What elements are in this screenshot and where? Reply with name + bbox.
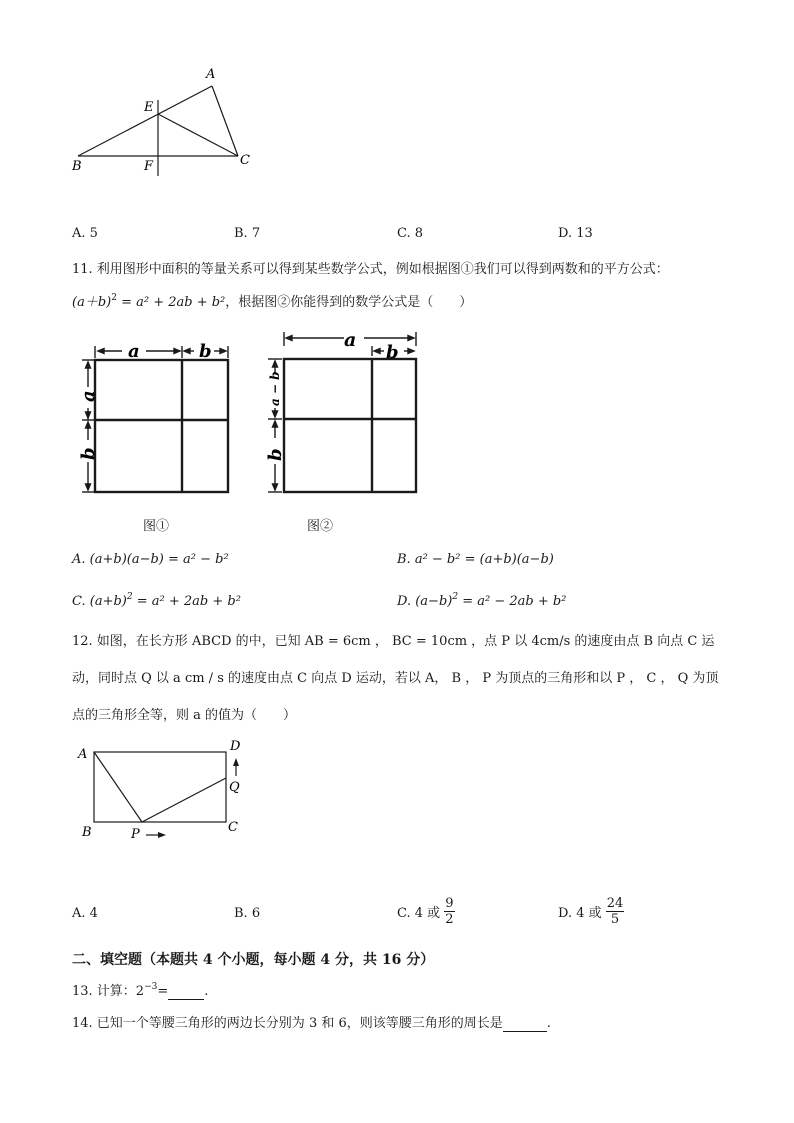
q13-equals: =: [157, 984, 169, 999]
q13-period: .: [204, 984, 209, 999]
q12-stem-line3: 点的三角形全等，则 a 的值为（ ）: [72, 708, 297, 723]
q11-option-c-base: C. (a+b): [72, 594, 127, 609]
q12-option-c-denominator: 2: [445, 912, 454, 927]
q11-option-d[interactable]: [397, 594, 566, 609]
segment-ba: [78, 86, 212, 156]
q12-option-d-fraction: [606, 896, 625, 927]
q11-stem-line1: 11. 利用图形中面积的等量关系可以得到某些数学公式，例如根据图①我们可以得到两数和的平方公式：: [72, 262, 669, 277]
segment-pq: [142, 778, 226, 822]
triangle-figure-q10: [60, 60, 280, 185]
section-2-title: 二、填空题（本题共 4 个小题，每小题 4 分，共 16 分）: [72, 952, 435, 968]
square-figure-2: [262, 324, 432, 500]
q12-option-c-fraction: [444, 896, 454, 927]
label-b: B: [72, 159, 82, 174]
q14-text: 14. 已知一个等腰三角形的两边长分别为 3 和 6，则该等腰三角形的周长是: [72, 1016, 503, 1031]
q12-option-c[interactable]: [397, 896, 455, 927]
q12-stem-line2: 动，同时点 Q 以 a cm / s 的速度由点 C 向点 D 运动，若以 A， B ， P 为顶点的三角形和以 P ， C ， Q 为顶: [72, 671, 719, 686]
segment-ac: [212, 86, 238, 156]
q11-option-a[interactable]: A. (a+b)(a−b) = a² − b²: [72, 552, 229, 567]
fig2-caption: 图②: [307, 519, 334, 534]
fig2-label-b-top: b: [386, 342, 399, 363]
q10-option-c[interactable]: C. 8: [397, 226, 424, 241]
q12-stem-line1: 12. 如图，在长方形 ABCD 的中，已知 AB = 6cm ， BC = 10cm ，点 P 以 4cm/s 的速度由点 B 向点 C 运: [72, 634, 715, 649]
q11-formula-base: (a＋b): [72, 295, 112, 310]
q11-stem-tail: ，根据图②你能得到的数学公式是（ ）: [225, 295, 473, 310]
q14-answer-blank[interactable]: [503, 1016, 547, 1032]
q10-option-b[interactable]: B. 7: [234, 226, 261, 241]
q11-option-d-exp: 2: [452, 592, 459, 602]
segment-ec: [158, 114, 238, 156]
fig1-caption: 图①: [143, 519, 170, 534]
q12-option-d-prefix: D. 4 或: [558, 906, 602, 921]
q12-option-a[interactable]: A. 4: [72, 906, 98, 921]
fig1-label-a-top: a: [128, 341, 140, 362]
q11-stem-line2: [72, 291, 472, 310]
segment-ap: [94, 752, 142, 822]
q12-option-b[interactable]: B. 6: [234, 906, 261, 921]
rectangle-abcd: [94, 752, 226, 822]
q11-option-d-rhs: = a² − 2ab + b²: [458, 594, 567, 609]
outer-square: [284, 359, 416, 492]
label-c: C: [228, 820, 238, 835]
label-a: A: [206, 67, 216, 82]
q13: [72, 980, 208, 1000]
label-f: F: [144, 159, 154, 174]
square-figure-1: [72, 332, 242, 500]
q12-option-d[interactable]: [558, 896, 624, 927]
q12-option-d-denominator: 5: [610, 912, 620, 927]
label-q: Q: [229, 780, 240, 795]
q13-prefix: 13. 计算：2: [72, 984, 145, 999]
fig2-label-b-left: b: [265, 448, 286, 461]
label-c: C: [240, 153, 250, 168]
label-e: E: [144, 100, 154, 115]
label-d: D: [230, 739, 241, 754]
label-b: B: [82, 825, 92, 840]
rectangle-figure-q12: [72, 736, 262, 846]
q12-option-c-prefix: C. 4 或: [397, 906, 441, 921]
fig1-label-b-left: b: [78, 447, 99, 460]
q13-answer-blank[interactable]: [168, 984, 204, 1000]
q11-formula-exp: 2: [111, 293, 117, 303]
label-a: A: [78, 747, 88, 762]
q11-formula-rhs: = a² + 2ab + b²: [116, 295, 226, 310]
fig1-label-b-top: b: [199, 341, 212, 362]
fig1-label-a-left: a: [78, 390, 99, 402]
q14: [72, 1012, 551, 1032]
q11-option-b[interactable]: B. a² − b² = (a+b)(a−b): [397, 552, 554, 567]
q11-option-c-exp: 2: [126, 592, 133, 602]
q11-option-c[interactable]: [72, 594, 241, 609]
fig2-label-amb-left: a − b: [268, 371, 282, 406]
q10-option-d[interactable]: D. 13: [558, 226, 593, 241]
q10-option-a[interactable]: A. 5: [72, 226, 98, 241]
outer-square: [95, 360, 228, 492]
q11-option-c-rhs: = a² + 2ab + b²: [132, 594, 241, 609]
q11-option-d-base: D. (a−b): [397, 594, 453, 609]
q12-option-c-numerator: 9: [445, 896, 454, 911]
fig2-label-a-top: a: [344, 329, 357, 351]
label-p: P: [131, 827, 140, 842]
q14-period: .: [546, 1016, 551, 1031]
q13-exponent: −3: [144, 982, 158, 992]
q12-option-d-numerator: 24: [606, 896, 624, 911]
